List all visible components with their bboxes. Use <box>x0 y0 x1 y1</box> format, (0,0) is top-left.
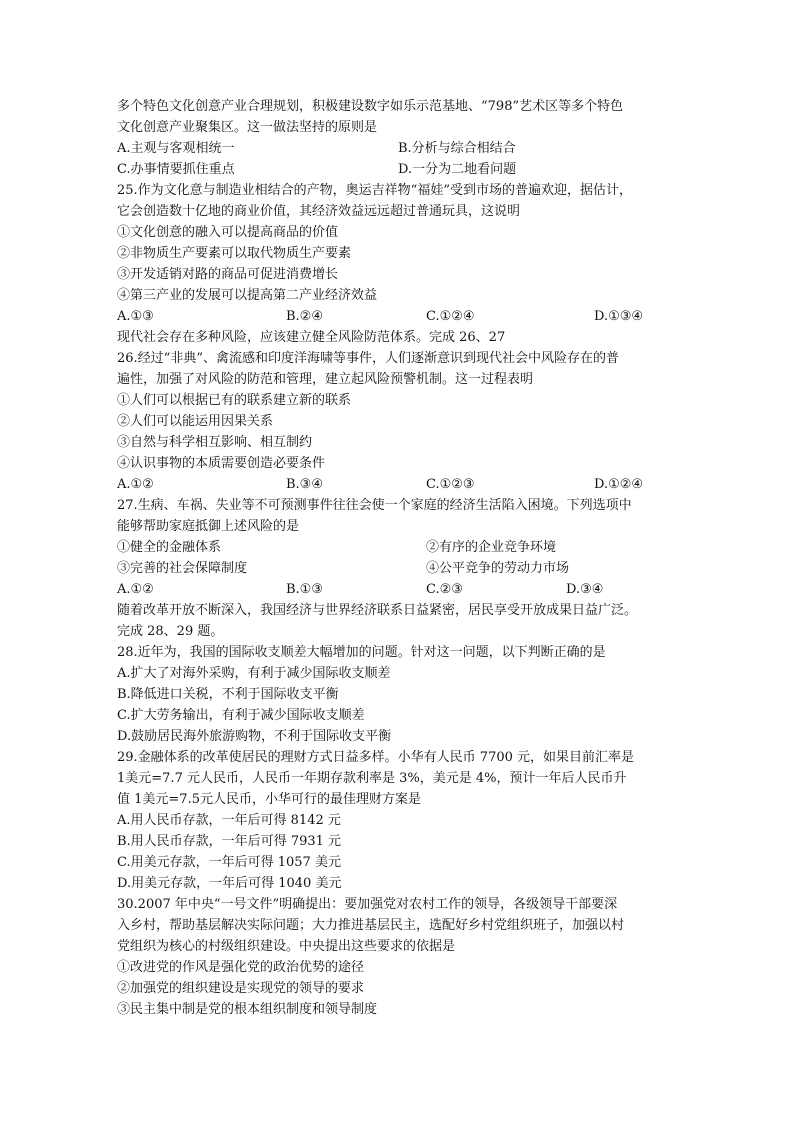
q30-stem: 30.2007 年中央“一号文件”明确提出：要加强党对农村工作的领导，各级领导干部要深 <box>117 897 618 912</box>
q24-option-d: D.一分为二地看问题 <box>398 162 517 177</box>
q26-stem: 遍性，加强了对风险的防范和管理，建立起风险预警机制。这一过程表明 <box>117 372 534 387</box>
q29-option-b: B.用人民币存款，一年后可得 7931 元 <box>117 834 342 849</box>
q25-option-b: B.②④ <box>286 309 323 324</box>
q29-stem: 29.金融体系的改革使居民的理财方式日益多样。小华有人民币 7700 元，如果目前汇率是 <box>117 750 635 765</box>
group-28-29-intro: 完成 28、29 题。 <box>117 624 224 639</box>
q28-option-d: D.鼓励居民海外旅游购物，不利于国际收支平衡 <box>117 729 392 744</box>
q27-option-c: C.②③ <box>426 582 463 597</box>
q26-item: ③自然与科学相互影响、相互制约 <box>117 435 313 450</box>
group-26-27-intro: 现代社会存在多种风险，应该建立健全风险防范体系。完成 26、27 <box>117 330 506 345</box>
q29-option-d: D.用美元存款，一年后可得 1040 美元 <box>117 876 342 891</box>
q26-option-a: A.①② <box>117 477 154 492</box>
q25-item: ③开发适销对路的商品可促进消费增长 <box>117 267 339 282</box>
q25-item: ②非物质生产要素可以取代物质生产要素 <box>117 246 352 261</box>
q30-item: ②加强党的组织建设是实现党的领导的要求 <box>117 981 365 996</box>
q29-stem: 1美元=7.7 元人民币，人民币一年期存款利率是 3%，美元是 4%，预计一年后人民币升 <box>117 771 627 786</box>
group-28-29-intro: 随着改革开放不断深入，我国经济与世界经济联系日益紧密，居民享受开放成果日益广泛。 <box>117 603 638 618</box>
q26-item: ①人们可以根据已有的联系建立新的联系 <box>117 393 352 408</box>
q27-item: ②有序的企业竞争环境 <box>426 540 557 555</box>
q29-stem: 值 1美元=7.5元人民币，小华可行的最佳理财方案是 <box>117 792 421 807</box>
intro-line: 文化创意产业聚集区。这一做法坚持的原则是 <box>117 120 378 135</box>
q24-option-a: A.主观与客观相统一 <box>117 141 235 156</box>
q30-item: ③民主集中制是党的根本组织制度和领导制度 <box>117 1002 378 1017</box>
q25-item: ①文化创意的融入可以提高商品的价值 <box>117 225 339 240</box>
q27-option-d: D.③④ <box>566 582 604 597</box>
q29-option-a: A.用人民币存款，一年后可得 8142 元 <box>117 813 341 828</box>
q25-item: ④第三产业的发展可以提高第二产业经济效益 <box>117 288 378 303</box>
q26-option-d: D.①②④ <box>594 477 644 492</box>
q24-option-c: C.办事情要抓住重点 <box>117 162 235 177</box>
q27-item: ③完善的社会保障制度 <box>117 561 248 576</box>
q26-stem: 26.经过“非典”、禽流感和印度洋海啸等事件，人们逐渐意识到现代社会中风险存在的普 <box>117 351 619 366</box>
q26-option-c: C.①②③ <box>426 477 475 492</box>
q26-item: ②人们可以能运用因果关系 <box>117 414 274 429</box>
q27-option-a: A.①② <box>117 582 154 597</box>
q28-option-b: B.降低进口关税，不利于国际收支平衡 <box>117 687 339 702</box>
q28-option-a: A.扩大了对海外采购，有利于减少国际收支顺差 <box>117 666 391 681</box>
q27-stem: 能够帮助家庭抵御上述风险的是 <box>117 519 300 534</box>
intro-line: 多个特色文化创意产业合理规划，积极建设数字如乐示范基地、“798”艺术区等多个特色 <box>117 99 624 114</box>
q27-item: ①健全的金融体系 <box>117 540 222 555</box>
q26-option-b: B.③④ <box>286 477 323 492</box>
q25-option-c: C.①②④ <box>426 309 475 324</box>
q28-stem: 28.近年为，我国的国际收支顺差大幅增加的问题。针对这一问题，以下判断正确的是 <box>117 645 606 660</box>
q30-stem: 党组织为核心的村级组织建设。中央提出这些要求的依据是 <box>117 939 456 954</box>
q25-stem: 25.作为文化意与制造业相结合的产物，奥运吉祥物“福娃”受到市场的普遍欢迎，据估计， <box>117 183 632 198</box>
q27-item: ④公平竞争的劳动力市场 <box>426 561 570 576</box>
q27-option-b: B.①③ <box>286 582 323 597</box>
q30-item: ①改进党的作风是强化党的政治优势的途径 <box>117 960 365 975</box>
q28-option-c: C.扩大劳务输出，有利于减少国际收支顺差 <box>117 708 365 723</box>
q25-option-a: A.①③ <box>117 309 154 324</box>
q24-option-b: B.分析与综合相结合 <box>398 141 516 156</box>
q27-stem: 27.生病、车祸、失业等不可预测事件往往会使一个家庭的经济生活陷入困境。下列选项中 <box>117 498 632 513</box>
q26-item: ④认识事物的本质需要创造必要条件 <box>117 456 326 471</box>
q25-stem: 它会创造数十亿地的商业价值，其经济效益远远超过普通玩具，这说明 <box>117 204 521 219</box>
q30-stem: 入乡村，帮助基层解决实际问题；大力推进基层民主，选配好乡村党组织班子，加强以村 <box>117 918 625 933</box>
q29-option-c: C.用美元存款，一年后可得 1057 美元 <box>117 855 341 870</box>
q25-option-d: D.①③④ <box>594 309 644 324</box>
